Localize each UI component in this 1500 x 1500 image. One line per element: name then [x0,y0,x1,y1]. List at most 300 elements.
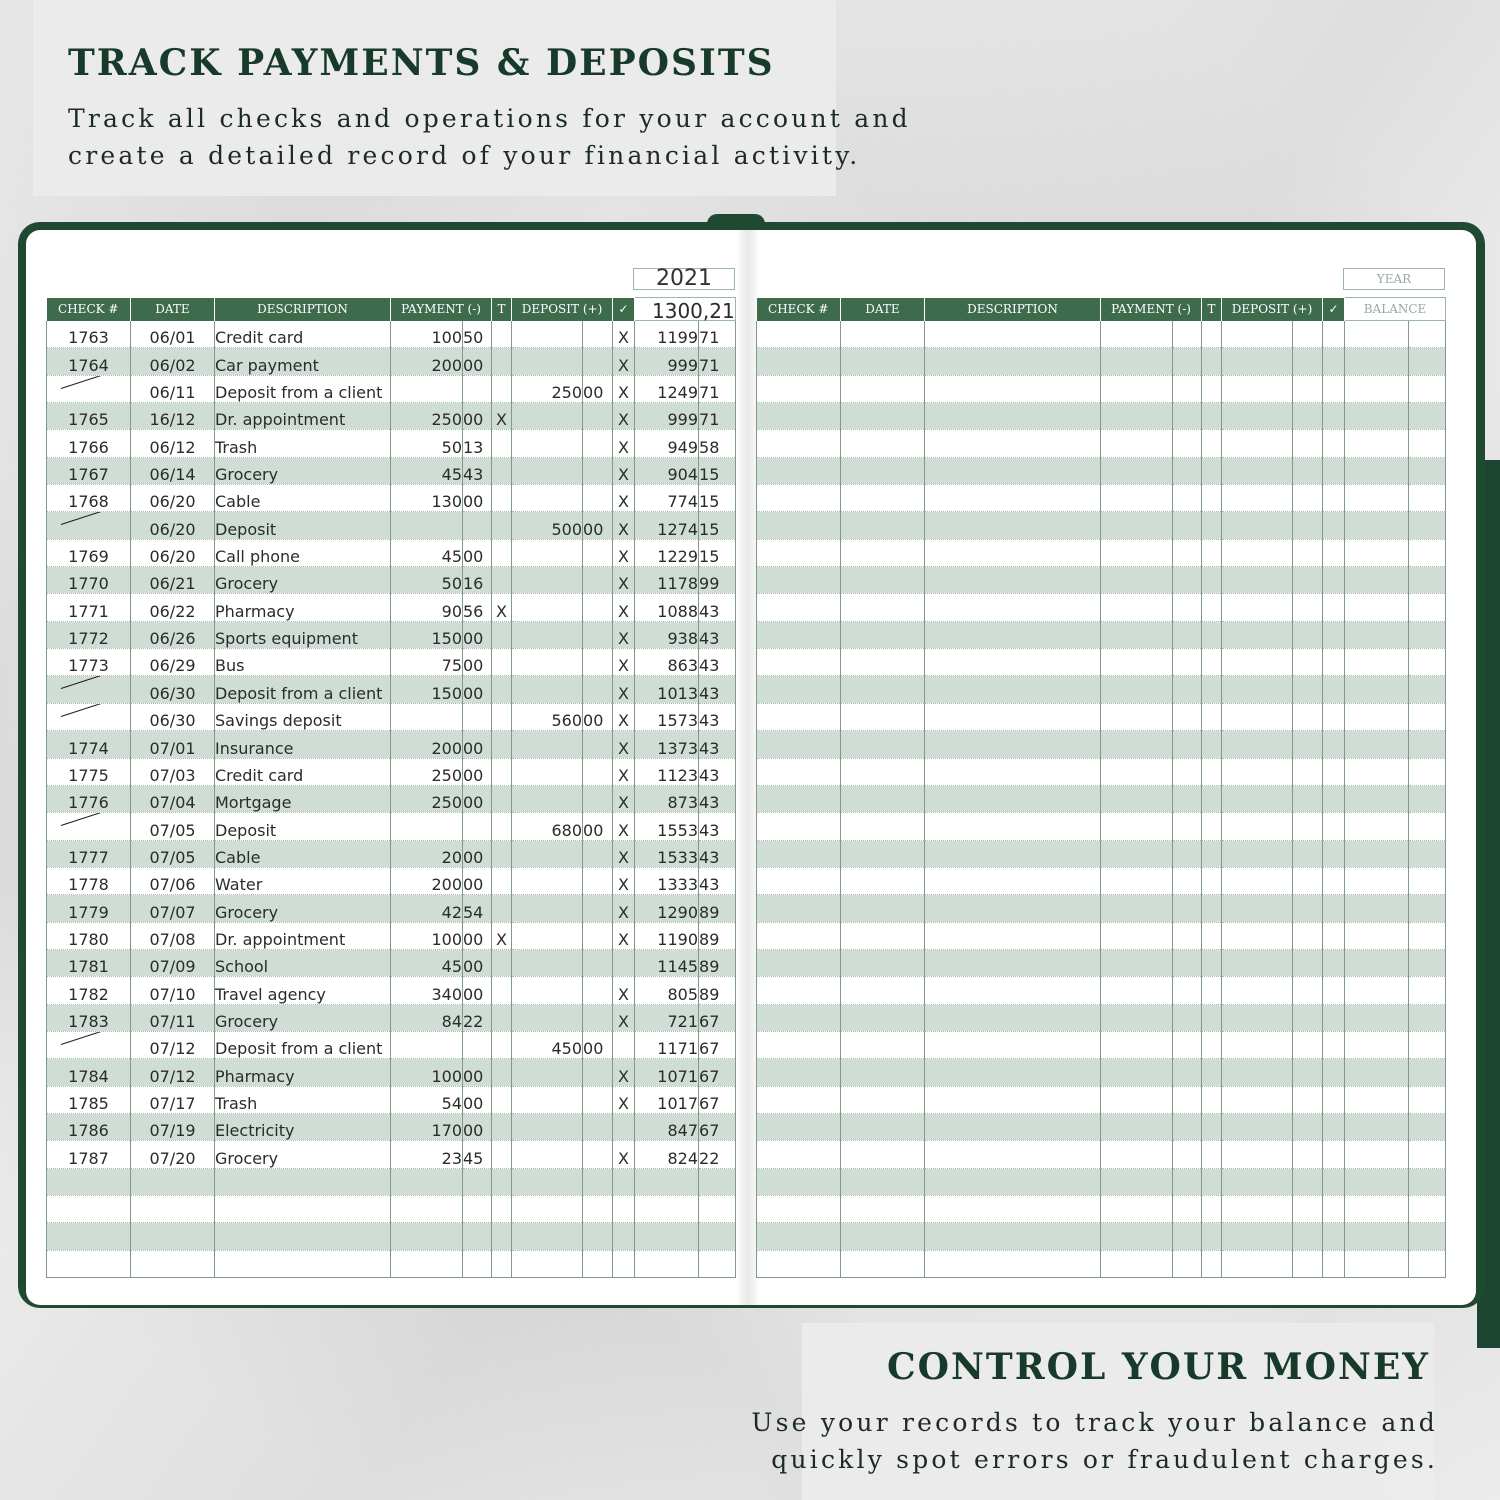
balance-dollars-cell: 1017 [635,1086,699,1113]
ledger-row [47,922,736,949]
date-cell [841,1223,925,1250]
col-header-description: DESCRIPTION [925,298,1101,321]
balance-dollars-cell [1345,539,1409,566]
balance-cents-cell [699,1250,736,1277]
payment-dollars-cell [1101,594,1173,621]
transaction-mark-cell [492,1250,512,1277]
balance-dollars-cell: 999 [635,348,699,375]
balance-dollars-cell [1345,1223,1409,1250]
balance-dollars-cell: 1199 [635,321,699,348]
description-cell: Pharmacy [215,1059,391,1086]
balance-dollars-cell: 1373 [635,731,699,758]
ledger-table-right [756,297,1446,1278]
check-number-cell: 1784 [47,1059,131,1086]
ledger-row [47,485,736,512]
description-cell [925,403,1101,430]
balance-cents-cell: 71 [699,403,736,430]
date-cell: 06/20 [131,485,215,512]
deposit-cents-cell [1293,922,1323,949]
cleared-mark-cell: X [613,539,635,566]
payment-dollars-cell [391,1031,463,1058]
payment-dollars-cell [1101,703,1173,730]
transaction-mark-cell [1202,1113,1222,1140]
description-cell [925,758,1101,785]
deposit-cents-cell [1293,348,1323,375]
year-field-left: 2021 [633,268,735,290]
check-number-cell [757,731,841,758]
top-heading: TRACK PAYMENTS & DEPOSITS [68,42,775,84]
balance-dollars-cell [635,1250,699,1277]
check-number-cell [47,1196,131,1223]
deposit-dollars-cell [1222,512,1293,539]
deposit-slash-mark [61,512,120,525]
deposit-dollars-cell: 680 [512,813,583,840]
deposit-dollars-cell [1222,977,1293,1004]
payment-cents-cell [1173,1031,1202,1058]
description-cell: Trash [215,1086,391,1113]
transaction-mark-cell [1202,1031,1222,1058]
cleared-mark-cell [1323,758,1345,785]
deposit-dollars-cell [1222,430,1293,457]
cleared-mark-cell: X [613,703,635,730]
check-number-cell [757,1031,841,1058]
payment-dollars-cell: 150 [391,676,463,703]
balance-dollars-cell [1345,1168,1409,1195]
check-number-cell: 1782 [47,977,131,1004]
payment-dollars-cell: 130 [391,485,463,512]
balance-cents-cell [1409,457,1446,484]
payment-cents-cell: 00 [463,403,492,430]
ledger-row [757,1223,1446,1250]
balance-cents-cell: 67 [699,1004,736,1031]
payment-cents-cell: 00 [463,977,492,1004]
transaction-mark-cell: X [492,922,512,949]
payment-dollars-cell: 100 [391,1059,463,1086]
cleared-mark-cell: X [613,867,635,894]
ledger-row [757,758,1446,785]
balance-cents-cell [1409,1031,1446,1058]
transaction-mark-cell [1202,895,1222,922]
balance-cents-cell: 43 [699,758,736,785]
description-cell [925,1223,1101,1250]
balance-cents-cell [1409,430,1446,457]
balance-cents-cell [1409,758,1446,785]
col-header-payment: PAYMENT (-) [391,298,492,321]
cleared-mark-cell [1323,594,1345,621]
deposit-dollars-cell [512,840,583,867]
description-cell: Trash [215,430,391,457]
balance-dollars-cell [1345,403,1409,430]
date-cell: 16/12 [131,403,215,430]
deposit-cents-cell [1293,649,1323,676]
check-number-cell: 1764 [47,348,131,375]
balance-cents-cell: 99 [699,567,736,594]
check-number-cell: 1774 [47,731,131,758]
deposit-cents-cell [1293,977,1323,1004]
deposit-cents-cell [583,321,613,348]
ledger-row [757,840,1446,867]
check-number-cell: 1780 [47,922,131,949]
deposit-dollars-cell [1222,539,1293,566]
deposit-cents-cell [583,977,613,1004]
description-cell [925,922,1101,949]
deposit-dollars-cell [1222,1141,1293,1168]
payment-dollars-cell [1101,895,1173,922]
ledger-table-left [46,297,736,1278]
balance-cents-cell: 67 [699,1086,736,1113]
description-cell: Grocery [215,457,391,484]
ledger-row [757,703,1446,730]
ledger-row [47,703,736,730]
check-number-cell [47,676,131,703]
ledger-row [47,430,736,457]
balance-dollars-cell [1345,922,1409,949]
transaction-mark-cell [492,676,512,703]
description-cell: Electricity [215,1113,391,1140]
payment-dollars-cell [1101,1168,1173,1195]
deposit-dollars-cell [1222,348,1293,375]
payment-cents-cell [1173,1223,1202,1250]
payment-dollars-cell [391,1196,463,1223]
payment-dollars-cell [1101,1059,1173,1086]
balance-dollars-cell [1345,430,1409,457]
bottom-description [751,1404,1438,1478]
ledger-row [47,649,736,676]
transaction-mark-cell [1202,430,1222,457]
transaction-mark-cell [1202,321,1222,348]
col-header-deposit: DEPOSIT (+) [512,298,613,321]
payment-dollars-cell: 200 [391,867,463,894]
payment-dollars-cell: 75 [391,649,463,676]
balance-dollars-cell [1345,703,1409,730]
description-cell: Savings deposit [215,703,391,730]
payment-dollars-cell [1101,1031,1173,1058]
payment-cents-cell [1173,731,1202,758]
payment-cents-cell: 00 [463,348,492,375]
cleared-mark-cell [1323,840,1345,867]
cleared-mark-cell [1323,1223,1345,1250]
deposit-cents-cell [583,949,613,976]
payment-cents-cell: 00 [463,539,492,566]
check-number-cell [757,1059,841,1086]
payment-cents-cell: 00 [463,922,492,949]
cleared-mark-cell [1323,512,1345,539]
cleared-mark-cell [1323,703,1345,730]
deposit-dollars-cell [512,649,583,676]
check-number-cell [757,1168,841,1195]
check-number-cell [757,539,841,566]
deposit-cents-cell [1293,785,1323,812]
ledger-row [47,676,736,703]
balance-cents-cell: 15 [699,485,736,512]
cleared-mark-cell: X [613,977,635,1004]
balance-dollars-cell [1345,758,1409,785]
col-header-balance: BALANCE [1345,298,1446,321]
deposit-dollars-cell [512,321,583,348]
balance-cents-cell [1409,1250,1446,1277]
deposit-dollars-cell [512,676,583,703]
check-number-cell: 1765 [47,403,131,430]
payment-dollars-cell: 100 [391,922,463,949]
description-cell [925,731,1101,758]
check-number-cell: 1781 [47,949,131,976]
transaction-mark-cell [1202,1250,1222,1277]
payment-dollars-cell [1101,785,1173,812]
payment-cents-cell: 00 [463,867,492,894]
description-cell [925,1168,1101,1195]
deposit-slash-mark [61,375,120,388]
deposit-dollars-cell [1222,1004,1293,1031]
check-number-cell: 1772 [47,621,131,648]
balance-cents-cell: 43 [699,703,736,730]
payment-cents-cell [1173,1086,1202,1113]
deposit-dollars-cell [512,867,583,894]
payment-dollars-cell [391,813,463,840]
ledger-row [757,922,1446,949]
cleared-mark-cell: X [613,485,635,512]
deposit-cents-cell [583,430,613,457]
payment-cents-cell [1173,649,1202,676]
deposit-cents-cell [1293,1113,1323,1140]
balance-dollars-cell: 1178 [635,567,699,594]
balance-dollars-cell: 1249 [635,375,699,402]
cleared-mark-cell [1323,1141,1345,1168]
deposit-dollars-cell [512,539,583,566]
payment-cents-cell: 00 [463,621,492,648]
transaction-mark-cell [1202,1086,1222,1113]
deposit-cents-cell [1293,895,1323,922]
payment-dollars-cell [1101,430,1173,457]
date-cell: 06/21 [131,567,215,594]
payment-dollars-cell [1101,731,1173,758]
cleared-mark-cell [613,1031,635,1058]
deposit-dollars-cell [1222,321,1293,348]
date-cell: 06/11 [131,375,215,402]
check-number-cell [757,430,841,457]
cleared-mark-cell [1323,785,1345,812]
deposit-slash-mark [61,1031,120,1044]
cleared-mark-cell [1323,922,1345,949]
ledger-row [47,895,736,922]
deposit-cents-cell [1293,430,1323,457]
deposit-cents-cell [583,621,613,648]
deposit-cents-cell [1293,567,1323,594]
balance-cents-cell: 67 [699,1113,736,1140]
transaction-mark-cell [492,430,512,457]
date-cell [841,676,925,703]
deposit-dollars-cell [1222,621,1293,648]
deposit-dollars-cell [1222,1250,1293,1277]
check-number-cell: 1779 [47,895,131,922]
deposit-cents-cell [1293,840,1323,867]
ledger-row [47,1250,736,1277]
check-number-cell: 1767 [47,457,131,484]
check-number-cell: 1766 [47,430,131,457]
cleared-mark-cell [1323,375,1345,402]
deposit-cents-cell [583,539,613,566]
transaction-mark-cell [1202,867,1222,894]
deposit-cents-cell [583,1113,613,1140]
transaction-mark-cell [1202,949,1222,976]
date-cell [131,1250,215,1277]
balance-dollars-cell: 1013 [635,676,699,703]
payment-cents-cell [463,813,492,840]
deposit-cents-cell [583,867,613,894]
check-number-cell [757,403,841,430]
payment-cents-cell: 45 [463,1141,492,1168]
date-cell [841,403,925,430]
balance-dollars-cell [635,1196,699,1223]
deposit-cents-cell: 00 [583,512,613,539]
deposit-dollars-cell [1222,594,1293,621]
ledger-row [47,731,736,758]
payment-cents-cell [1173,430,1202,457]
deposit-dollars-cell [512,1086,583,1113]
bottom-heading: CONTROL YOUR MONEY [887,1346,1430,1388]
balance-cents-cell: 89 [699,949,736,976]
year-field-right: YEAR [1343,268,1445,290]
balance-cents-cell [1409,1059,1446,1086]
deposit-dollars-cell [512,594,583,621]
balance-cents-cell [1409,348,1446,375]
balance-cents-cell [1409,403,1446,430]
date-cell [841,1168,925,1195]
date-cell: 07/09 [131,949,215,976]
cleared-mark-cell: X [613,375,635,402]
cleared-mark-cell: X [613,594,635,621]
balance-dollars-cell [635,1223,699,1250]
balance-cents-cell [1409,485,1446,512]
description-cell: Bus [215,649,391,676]
check-number-cell [757,621,841,648]
cleared-mark-cell: X [613,1004,635,1031]
balance-dollars-cell [1345,1031,1409,1058]
payment-cents-cell [1173,1196,1202,1223]
payment-cents-cell [1173,567,1202,594]
balance-dollars-cell [1345,321,1409,348]
check-number-cell [757,1113,841,1140]
col-header-check: CHECK # [47,298,131,321]
description-cell: Credit card [215,321,391,348]
ledger-row [757,1250,1446,1277]
deposit-dollars-cell [512,731,583,758]
ledger-row [47,1168,736,1195]
balance-cents-cell [1409,676,1446,703]
payment-dollars-cell [1101,348,1173,375]
deposit-dollars-cell [512,1250,583,1277]
balance-dollars-cell [1345,1141,1409,1168]
deposit-dollars-cell: 500 [512,512,583,539]
transaction-mark-cell [492,731,512,758]
cleared-mark-cell [1323,1250,1345,1277]
cleared-mark-cell [1323,1059,1345,1086]
transaction-mark-cell [492,539,512,566]
balance-dollars-cell [1345,567,1409,594]
date-cell: 06/30 [131,703,215,730]
deposit-slash-mark [61,703,120,716]
deposit-cents-cell [583,649,613,676]
check-number-cell [757,1223,841,1250]
payment-cents-cell [1173,512,1202,539]
balance-cents-cell [699,1168,736,1195]
date-cell [841,895,925,922]
date-cell [841,922,925,949]
date-cell: 07/07 [131,895,215,922]
transaction-mark-cell [1202,348,1222,375]
date-cell: 07/03 [131,758,215,785]
payment-dollars-cell [391,1168,463,1195]
balance-dollars-cell: 1573 [635,703,699,730]
payment-dollars-cell: 23 [391,1141,463,1168]
date-cell [841,977,925,1004]
ledger-row [757,512,1446,539]
check-number-cell [47,1031,131,1058]
check-number-cell: 1786 [47,1113,131,1140]
date-cell [131,1168,215,1195]
transaction-mark-cell [492,567,512,594]
balance-cents-cell: 71 [699,321,736,348]
balance-dollars-cell: 1533 [635,840,699,867]
cleared-mark-cell: X [613,676,635,703]
deposit-cents-cell [583,1004,613,1031]
payment-cents-cell: 56 [463,594,492,621]
cleared-mark-cell [1323,676,1345,703]
balance-dollars-cell: 1071 [635,1059,699,1086]
payment-cents-cell [1173,621,1202,648]
date-cell: 07/19 [131,1113,215,1140]
deposit-dollars-cell [512,1196,583,1223]
deposit-dollars-cell: 250 [512,375,583,402]
balance-cents-cell: 15 [699,457,736,484]
ledger-row [47,813,736,840]
description-cell: Cable [215,840,391,867]
payment-dollars-cell: 45 [391,949,463,976]
cleared-mark-cell: X [613,649,635,676]
payment-dollars-cell [1101,1141,1173,1168]
balance-cents-cell [1409,1086,1446,1113]
description-cell: Deposit [215,813,391,840]
description-cell [925,1250,1101,1277]
transaction-mark-cell [1202,1168,1222,1195]
description-cell [925,1031,1101,1058]
cleared-mark-cell [1323,1113,1345,1140]
transaction-mark-cell [492,621,512,648]
balance-cents-cell: 67 [699,1059,736,1086]
payment-cents-cell [1173,840,1202,867]
check-number-cell [757,512,841,539]
ledger-row [757,485,1446,512]
description-cell: Grocery [215,567,391,594]
balance-cents-cell [1409,895,1446,922]
deposit-dollars-cell [512,1004,583,1031]
description-cell: Car payment [215,348,391,375]
payment-cents-cell [463,1223,492,1250]
deposit-dollars-cell [1222,758,1293,785]
cleared-mark-cell [613,1250,635,1277]
cleared-mark-cell: X [613,621,635,648]
deposit-cents-cell [1293,703,1323,730]
cleared-mark-cell [1323,621,1345,648]
ledger-row [757,1031,1446,1058]
balance-cents-cell: 71 [699,375,736,402]
check-number-cell [757,895,841,922]
payment-cents-cell: 00 [463,485,492,512]
payment-cents-cell: 00 [463,949,492,976]
payment-cents-cell [1173,457,1202,484]
date-cell [841,457,925,484]
check-number-cell [757,649,841,676]
check-number-cell [757,676,841,703]
